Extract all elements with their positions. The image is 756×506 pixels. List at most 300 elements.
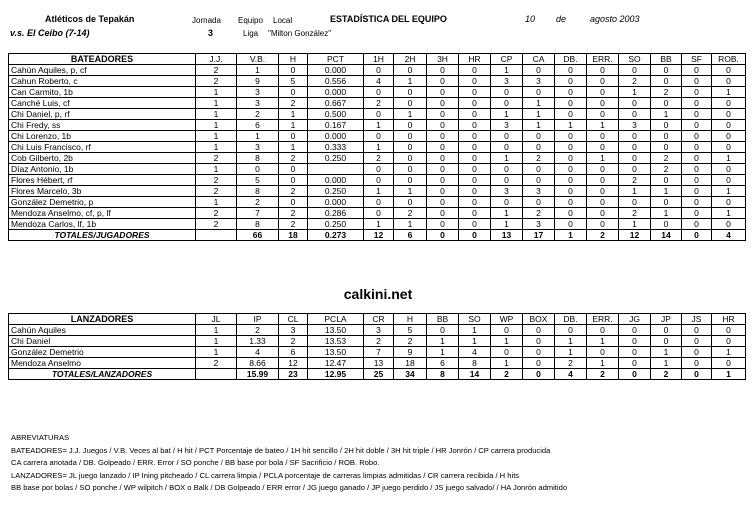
stat-cell: 23	[279, 369, 308, 380]
stat-cell: 12	[364, 230, 394, 241]
stat-cell: 3	[237, 142, 279, 153]
stat-cell: 0.000	[308, 197, 364, 208]
stat-cell: 2	[651, 369, 682, 380]
stat-cell: 13.50	[308, 325, 364, 336]
batting-column-header: ERR.	[587, 54, 619, 65]
stat-cell: 25	[364, 369, 394, 380]
abbreviation-line: CA carrera anotada / DB. Golpeado / ERR. Error / SO ponche / BB base por bola / SF Sacrificio / ROB. Robo.	[11, 458, 380, 467]
stat-cell: 0	[427, 65, 459, 76]
stat-cell: 2	[279, 336, 308, 347]
stat-cell: 4	[237, 347, 279, 358]
stat-cell: 0	[682, 65, 712, 76]
stat-cell: 0	[712, 65, 746, 76]
stat-cell: 8	[427, 369, 459, 380]
stat-cell: 0	[459, 87, 491, 98]
stat-cell: 8.66	[237, 358, 279, 369]
pitching-column-header: IP	[237, 314, 279, 325]
stat-cell: 2	[651, 153, 682, 164]
stat-cell: 0	[459, 120, 491, 131]
stat-cell: 1	[364, 120, 394, 131]
table-row	[9, 186, 746, 197]
stat-cell: 3	[279, 325, 308, 336]
stat-cell: 1	[712, 153, 746, 164]
batting-column-header: BATEADORES	[9, 54, 196, 65]
stat-cell: 1	[279, 142, 308, 153]
stat-cell: 2	[196, 76, 237, 87]
stat-cell: 0.167	[308, 120, 364, 131]
stat-cell: 0	[394, 98, 427, 109]
stat-cell: 1	[555, 120, 587, 131]
stat-cell: 0	[619, 142, 651, 153]
stat-cell: 1	[491, 153, 523, 164]
stat-cell: 0	[712, 109, 746, 120]
stat-cell: 0	[619, 109, 651, 120]
stat-cell: 5	[237, 175, 279, 186]
stat-cell: 1	[587, 336, 619, 347]
stat-cell: 0	[619, 65, 651, 76]
stat-cell: 0	[459, 153, 491, 164]
stat-cell: 0	[523, 336, 555, 347]
stat-cell: 0	[427, 76, 459, 87]
stat-cell: 1	[364, 142, 394, 153]
pitching-column-header: H	[394, 314, 427, 325]
stat-cell: 2	[394, 208, 427, 219]
stat-cell: 1	[196, 109, 237, 120]
stat-cell: 12.95	[308, 369, 364, 380]
player-name: Flores Marcelo, 3b	[9, 186, 196, 197]
stat-cell: 2	[196, 153, 237, 164]
stat-cell: 2	[196, 208, 237, 219]
batting-column-header: 2H	[394, 54, 427, 65]
stat-cell: 0	[427, 98, 459, 109]
stat-cell: 13.53	[308, 336, 364, 347]
stat-cell: 1	[712, 369, 746, 380]
pitching-column-header: DB.	[555, 314, 587, 325]
stat-cell: 0	[491, 325, 523, 336]
stat-cell: 1	[279, 120, 308, 131]
jornada-label: Jornada	[192, 16, 221, 25]
stat-cell: 1	[587, 153, 619, 164]
stat-cell: 0.000	[308, 65, 364, 76]
stat-cell: 0	[427, 153, 459, 164]
stat-cell: 0	[682, 153, 712, 164]
stat-cell: 0	[555, 186, 587, 197]
stat-cell: 1	[555, 347, 587, 358]
table-row	[9, 197, 746, 208]
stat-cell: 0	[682, 208, 712, 219]
stat-cell: 0	[459, 164, 491, 175]
abbreviation-line: BATEADORES= J.J. Juegos / V.B. Veces al bat / H hit / PCT Porcentaje de bateo / 1H hit sencillo / 2H hit doble / 3H hit triple / HR Jonrón / CP carrera producida	[11, 445, 551, 455]
stat-cell: 0	[682, 175, 712, 186]
stat-cell: 0	[555, 109, 587, 120]
stat-cell: 1	[712, 87, 746, 98]
stat-cell: 0	[587, 164, 619, 175]
player-name: González Demetrio, p	[9, 197, 196, 208]
stat-cell: 0	[682, 347, 712, 358]
stat-cell: 0	[523, 65, 555, 76]
player-name: Cahún Aquiles, p, cf	[9, 65, 196, 76]
stat-cell: 0	[523, 369, 555, 380]
batting-column-header: DB.	[555, 54, 587, 65]
abbreviations-title: ABREVIATURAS	[11, 433, 70, 442]
stat-cell: 2	[237, 325, 279, 336]
stat-cell: 0	[587, 98, 619, 109]
stat-cell: 0	[555, 142, 587, 153]
stat-cell: 0	[682, 197, 712, 208]
stat-cell: 0	[712, 142, 746, 153]
stat-cell: 0	[279, 175, 308, 186]
stat-cell: 0.250	[308, 219, 364, 230]
player-name: Flores Hébert, rf	[9, 175, 196, 186]
stat-cell: 0	[427, 109, 459, 120]
player-name: Chi Daniel	[9, 336, 196, 347]
stat-cell: 1	[394, 186, 427, 197]
table-row	[9, 358, 746, 369]
stat-cell: 1	[555, 336, 587, 347]
stat-cell: 0	[619, 369, 651, 380]
stat-cell: 0	[491, 131, 523, 142]
stat-cell: 1	[491, 219, 523, 230]
stat-cell: 0	[712, 325, 746, 336]
stat-cell: 8	[237, 219, 279, 230]
stat-cell: 0	[682, 131, 712, 142]
stat-cell: 0	[491, 347, 523, 358]
stat-cell: 0	[587, 65, 619, 76]
table-row	[9, 336, 746, 347]
stat-cell: 0	[491, 98, 523, 109]
stat-cell: 0	[459, 197, 491, 208]
player-name: Mendoza Anselmo	[9, 358, 196, 369]
player-name: Chi Luis Francisco, rf	[9, 142, 196, 153]
stat-cell: 12	[619, 230, 651, 241]
jornada-value: 3	[208, 28, 214, 38]
stat-cell: 0.556	[308, 76, 364, 87]
stat-cell: 0	[651, 76, 682, 87]
date-de: de	[556, 14, 567, 24]
stat-cell: 1	[196, 336, 237, 347]
opponent: v.s. El Ceibo (7-14)	[10, 28, 90, 38]
stat-cell: 0.286	[308, 208, 364, 219]
stat-cell: 0	[459, 65, 491, 76]
table-row	[9, 98, 746, 109]
stat-cell: 0	[651, 142, 682, 153]
stat-cell: 0	[651, 197, 682, 208]
stat-cell: 0	[491, 197, 523, 208]
stat-cell: 0	[682, 358, 712, 369]
player-name: Cob Gilberto, 2b	[9, 153, 196, 164]
stat-cell: 0	[555, 153, 587, 164]
stat-cell: 8	[237, 186, 279, 197]
stat-cell: 4	[555, 369, 587, 380]
stat-cell: 2	[279, 153, 308, 164]
stat-cell: 0	[651, 219, 682, 230]
stat-cell: 0.000	[308, 87, 364, 98]
stat-cell: 1	[619, 87, 651, 98]
stat-cell: 1	[427, 347, 459, 358]
batting-column-header: SO	[619, 54, 651, 65]
player-name: Mendoza Anselmo, cf, p, lf	[9, 208, 196, 219]
stat-cell: 0.500	[308, 109, 364, 120]
stat-cell: 0	[237, 164, 279, 175]
stat-cell: 0	[459, 76, 491, 87]
stat-cell: 1	[196, 325, 237, 336]
table-row	[9, 208, 746, 219]
stat-cell: 0	[555, 76, 587, 87]
stat-cell: 2	[279, 219, 308, 230]
stat-cell: 0	[427, 186, 459, 197]
stat-cell: 0	[712, 120, 746, 131]
equipo-label: Equipo	[238, 16, 263, 25]
stat-cell: 0	[459, 98, 491, 109]
stat-cell: 2	[279, 98, 308, 109]
stat-cell: 1	[712, 186, 746, 197]
player-name: Mendoza Carlos, lf, 1b	[9, 219, 196, 230]
stat-cell: 3	[523, 186, 555, 197]
stat-cell: 1	[523, 120, 555, 131]
stat-cell: 0	[555, 219, 587, 230]
stat-cell: 0	[619, 153, 651, 164]
stat-cell: 1	[712, 208, 746, 219]
stat-cell: 14	[459, 369, 491, 380]
stat-cell: 0	[491, 164, 523, 175]
stat-cell: 0.333	[308, 142, 364, 153]
stat-cell: 2	[364, 153, 394, 164]
table-row	[9, 109, 746, 120]
stat-cell: 0	[279, 131, 308, 142]
stat-cell: 3	[237, 87, 279, 98]
pitching-header-row	[9, 314, 746, 325]
stat-cell: 0	[587, 175, 619, 186]
pitching-column-header: BOX	[523, 314, 555, 325]
stat-cell: 0	[555, 164, 587, 175]
stat-cell: 2	[196, 219, 237, 230]
stat-cell: 0	[459, 131, 491, 142]
pitching-column-header: JL	[196, 314, 237, 325]
table-row	[9, 153, 746, 164]
stat-cell: 1	[196, 120, 237, 131]
stat-cell: 0	[587, 197, 619, 208]
stat-cell: 0	[394, 175, 427, 186]
stat-cell: 0	[555, 87, 587, 98]
pitching-total-row	[9, 369, 746, 380]
date-day: 10	[525, 14, 536, 24]
stat-cell: 0	[712, 219, 746, 230]
stat-cell: 0	[555, 208, 587, 219]
stat-cell: 0	[555, 131, 587, 142]
stat-cell: 3	[491, 186, 523, 197]
stat-cell: 0	[427, 325, 459, 336]
stat-cell: 1	[459, 336, 491, 347]
stat-cell: 34	[394, 369, 427, 380]
stat-cell: 0	[712, 336, 746, 347]
player-name: Chi Lorenzo, 1b	[9, 131, 196, 142]
table-row	[9, 164, 746, 175]
stat-cell: 1	[651, 347, 682, 358]
liga-value: "Milton González"	[268, 29, 332, 38]
stat-cell: 3	[523, 219, 555, 230]
stat-cell: 0	[459, 219, 491, 230]
stat-cell: 1	[196, 131, 237, 142]
stat-cell: 2	[196, 186, 237, 197]
liga-label: Liga	[243, 29, 259, 38]
stat-cell: 18	[279, 230, 308, 241]
player-name: Cahún Aquiles	[9, 325, 196, 336]
pitching-column-header: BB	[427, 314, 459, 325]
pitching-column-header: HR	[712, 314, 746, 325]
total-label: TOTALES/JUGADORES	[9, 230, 196, 241]
stat-cell: 0	[523, 131, 555, 142]
pitching-column-header: WP	[491, 314, 523, 325]
stat-cell: 0	[682, 186, 712, 197]
player-name: Díaz Antonio, 1b	[9, 164, 196, 175]
stat-cell: 0	[651, 120, 682, 131]
player-name: Cahun Roberto, c	[9, 76, 196, 87]
stat-cell: 1	[394, 219, 427, 230]
stat-cell: 1	[279, 109, 308, 120]
batting-column-header: H	[279, 54, 308, 65]
stat-cell: 1	[237, 65, 279, 76]
batting-column-header: HR	[459, 54, 491, 65]
stat-cell: 0	[427, 230, 459, 241]
pitching-column-header: JP	[651, 314, 682, 325]
stat-cell: 0	[682, 219, 712, 230]
stat-cell: 1	[651, 208, 682, 219]
table-row	[9, 87, 746, 98]
stat-cell: 1	[712, 347, 746, 358]
stat-cell: 0	[555, 325, 587, 336]
stat-cell: 2	[651, 87, 682, 98]
stat-cell: 6	[279, 347, 308, 358]
abbreviation-line: LANZADORES= JL juego lanzado / IP Ining pitcheado / CL carrera limpia / PCLA porcentaje de carreras limpias admitidas / CR carrera recibida / H hits	[11, 470, 520, 480]
stat-cell: 0	[555, 65, 587, 76]
stat-cell: 1	[523, 109, 555, 120]
stat-cell: 2	[364, 336, 394, 347]
stat-cell: 0	[682, 336, 712, 347]
batting-table	[8, 53, 746, 241]
stat-cell: 0	[364, 87, 394, 98]
stat-cell: 0	[712, 197, 746, 208]
stat-cell: 0	[364, 65, 394, 76]
stat-cell: 14	[651, 230, 682, 241]
stat-cell: 0	[491, 175, 523, 186]
stat-cell: 0.000	[308, 131, 364, 142]
stat-cell: 2	[651, 164, 682, 175]
stat-cell: 0	[555, 175, 587, 186]
stat-cell: 0	[682, 369, 712, 380]
stat-cell: 0	[587, 208, 619, 219]
batting-column-header: J.J.	[196, 54, 237, 65]
stat-cell: 3	[523, 76, 555, 87]
stat-cell: 2	[619, 175, 651, 186]
stat-cell: 6	[237, 120, 279, 131]
stat-cell: 2	[237, 109, 279, 120]
stat-cell: 0	[619, 98, 651, 109]
stat-cell: 2	[523, 153, 555, 164]
stat-cell: 3	[619, 120, 651, 131]
total-label: TOTALES/LANZADORES	[9, 369, 196, 380]
stat-cell: 0	[682, 87, 712, 98]
batting-column-header: CA	[523, 54, 555, 65]
stat-cell: 1	[196, 98, 237, 109]
stat-cell: 18	[394, 358, 427, 369]
pitching-table	[8, 313, 746, 380]
stat-cell: 1	[196, 87, 237, 98]
stat-cell: 0	[619, 164, 651, 175]
stat-cell: 0	[587, 109, 619, 120]
pitching-column-header: JG	[619, 314, 651, 325]
stat-cell: 13.50	[308, 347, 364, 358]
table-row	[9, 65, 746, 76]
stat-cell	[308, 164, 364, 175]
stat-cell: 2	[279, 208, 308, 219]
stat-cell: 0	[394, 164, 427, 175]
stat-cell: 1	[459, 325, 491, 336]
stat-cell: 0	[619, 325, 651, 336]
batting-header-row	[9, 54, 746, 65]
stat-cell: 0	[619, 131, 651, 142]
batting-column-header: V.B.	[237, 54, 279, 65]
stat-cell: 0.273	[308, 230, 364, 241]
stat-cell: 3	[491, 76, 523, 87]
stat-cell: 1.33	[237, 336, 279, 347]
stat-cell: 0	[712, 98, 746, 109]
stat-cell: 1	[394, 76, 427, 87]
stat-cell: 0	[682, 230, 712, 241]
batting-total-row	[9, 230, 746, 241]
stat-cell: 2	[364, 98, 394, 109]
stat-cell: 1	[587, 120, 619, 131]
stat-cell: 0	[394, 65, 427, 76]
stat-cell: 3	[491, 120, 523, 131]
table-row	[9, 219, 746, 230]
player-name: Chi Daniel, p, rf	[9, 109, 196, 120]
stat-cell: 1	[196, 197, 237, 208]
stat-cell: 1	[196, 164, 237, 175]
table-row	[9, 142, 746, 153]
batting-column-header: SF	[682, 54, 712, 65]
stat-cell: 0	[523, 197, 555, 208]
stat-cell: 0	[364, 175, 394, 186]
table-row	[9, 131, 746, 142]
stat-cell: 0	[651, 175, 682, 186]
stat-cell: 0	[712, 358, 746, 369]
stat-cell: 0.250	[308, 186, 364, 197]
stat-cell: 8	[237, 153, 279, 164]
stat-cell: 0	[651, 325, 682, 336]
stat-cell: 17	[523, 230, 555, 241]
stat-cell: 1	[523, 98, 555, 109]
stat-cell: 0	[427, 87, 459, 98]
player-name: González Demetrio	[9, 347, 196, 358]
abbreviations	[11, 432, 567, 495]
stat-cell: 1	[651, 109, 682, 120]
stat-cell: 0	[427, 175, 459, 186]
stat-cell: 0	[587, 131, 619, 142]
stat-cell: 0	[619, 358, 651, 369]
stat-cell: 0	[491, 87, 523, 98]
stat-cell: 15.99	[237, 369, 279, 380]
stat-cell: 0	[364, 164, 394, 175]
stat-cell: 4	[712, 230, 746, 241]
stat-cell: 1	[196, 347, 237, 358]
stat-cell: 0	[587, 325, 619, 336]
stat-cell: 0	[555, 98, 587, 109]
pitching-column-header: ERR.	[587, 314, 619, 325]
stat-cell: 0.667	[308, 98, 364, 109]
stat-cell: 5	[394, 325, 427, 336]
batting-column-header: 3H	[427, 54, 459, 65]
stat-cell: 13	[491, 230, 523, 241]
